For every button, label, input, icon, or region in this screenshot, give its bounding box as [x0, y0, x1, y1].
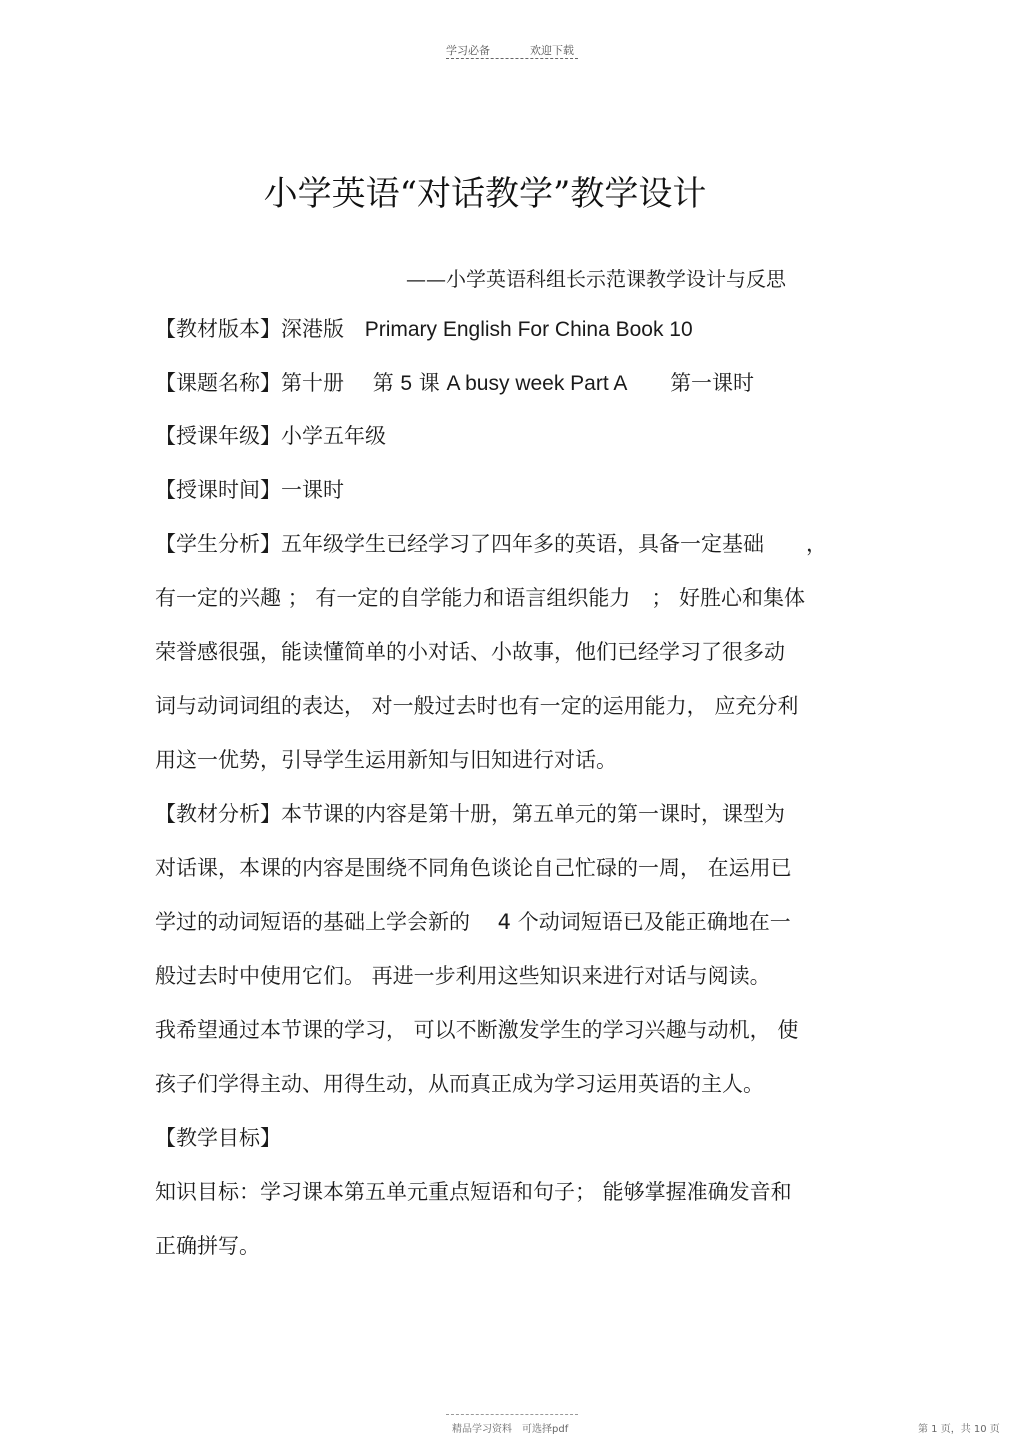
page-header — [446, 42, 578, 58]
grade-row — [155, 426, 386, 447]
material-analysis-line: 对话课，本课的内容是围绕不同角色谈论自己忙碌的一周， 在运用已 — [155, 856, 792, 880]
student-analysis-line: 用这一优势，引导学生运用新知与旧知进行对话。 — [155, 748, 617, 772]
document-subtitle: ——小学英语科组长示范课教学设计与反思 — [406, 267, 786, 291]
header-divider — [446, 58, 578, 59]
lesson-volume: 第十册 — [281, 371, 344, 395]
textbook-value: 深港版 — [281, 317, 344, 341]
lesson-ke: 课 — [418, 371, 440, 395]
student-analysis-line — [155, 534, 827, 555]
material-analysis-line — [155, 804, 785, 825]
material-analysis-line: 我希望通过本节课的学习， 可以不断激发学生的学习兴趣与动机， 使 — [155, 1018, 799, 1042]
material-analysis-line: 般过去时中使用它们。 再进一步利用这些知识来进行对话与阅读。 — [155, 964, 771, 988]
time-row — [155, 480, 344, 501]
textbook-row — [155, 319, 693, 340]
material-analysis-text: 本节课的内容是第十册，第五单元的第一课时，课型为 — [281, 802, 785, 826]
lesson-row — [155, 373, 754, 394]
lesson-number: 5 — [400, 372, 413, 395]
student-analysis-label: 【学生分析】 — [155, 532, 281, 556]
time-value: 一课时 — [281, 478, 344, 502]
header-left: 学习必备 — [446, 44, 490, 57]
grade-value: 小学五年级 — [281, 424, 386, 448]
lesson-period: 第一课时 — [670, 371, 755, 395]
lesson-label: 【课题名称】 — [155, 371, 281, 395]
footer-left: 精品学习资料 — [452, 1424, 512, 1435]
textbook-label: 【教材版本】 — [155, 317, 281, 341]
student-analysis-line: 荣誉感很强，能读懂简单的小对话、小故事，他们已经学习了很多动 — [155, 640, 785, 664]
document-title: 小学英语“对话教学”教学设计 — [263, 174, 707, 214]
header-right: 欢迎下载 — [530, 44, 574, 57]
grade-label: 【授课年级】 — [155, 424, 281, 448]
material-analysis-line: 学过的动词短语的基础上学会新的 4 个动词短语已及能正确地在一 — [155, 910, 791, 934]
student-analysis-text: 五年级学生已经学习了四年多的英语，具备一定基础 ， — [281, 532, 827, 556]
lesson-english: A busy week Part A — [446, 372, 628, 395]
time-label: 【授课时间】 — [155, 478, 281, 502]
page-number: 第 1 页，共 10 页 — [918, 1424, 1000, 1435]
lesson-di: 第 — [372, 371, 394, 395]
objectives-line: 知识目标：学习课本第五单元重点短语和句子； 能够掌握准确发音和 — [155, 1180, 792, 1204]
material-analysis-line: 孩子们学得主动、用得生动，从而真正成为学习运用英语的主人。 — [155, 1072, 764, 1096]
material-analysis-label: 【教材分析】 — [155, 802, 281, 826]
textbook-english: Primary English For China Book 10 — [364, 318, 693, 341]
footer-mid: 可选择pdf — [522, 1424, 569, 1435]
objectives-heading: 【教学目标】 — [155, 1126, 281, 1150]
footer-divider — [446, 1414, 578, 1415]
student-analysis-line: 词与动词词组的表达， 对一般过去时也有一定的运用能力， 应充分利 — [155, 694, 799, 718]
student-analysis-line: 有一定的兴趣 ； 有一定的自学能力和语言组织能力 ； 好胜心和集体 — [155, 586, 806, 610]
objectives-line: 正确拼写。 — [155, 1234, 260, 1258]
